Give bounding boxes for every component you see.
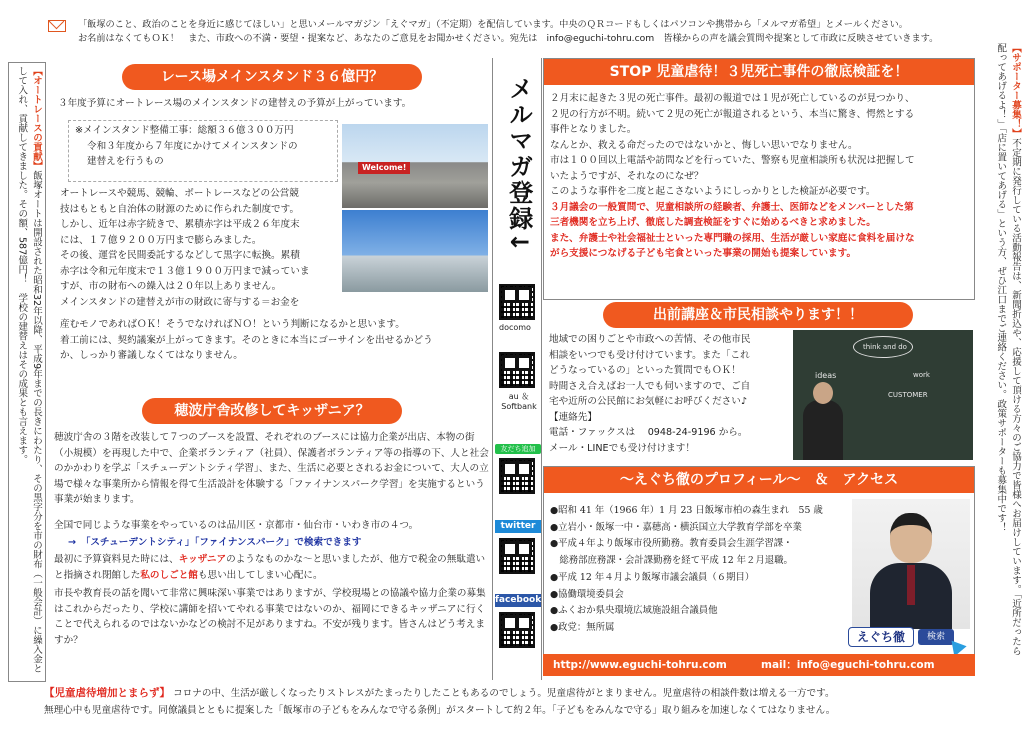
- stand-photo-sign: Welcome!: [358, 162, 410, 174]
- profile-section: [543, 466, 975, 660]
- consult-line: 相談をいつでも受け付けています。また「これ: [549, 349, 750, 361]
- consult-line: 宅や近所の公民館にお気軽にお呼びください♪: [549, 396, 747, 408]
- consult-title: 出前講座＆市民相談やります！！: [603, 302, 913, 328]
- consult-line: メール・LINEでも受け付けます！: [549, 442, 695, 454]
- consult-line: 【連絡先】: [549, 411, 597, 423]
- profile-item: ●平成 12 年４月より飯塚市議会議員（６期目）: [550, 571, 755, 583]
- kidzania-p3-text: も思い出してしまい心配に。: [197, 569, 323, 581]
- stand-note: [68, 120, 338, 182]
- stand-line: 技はもともと自治体の財源のために作られた制度です。: [60, 203, 300, 215]
- abuse-body: [550, 91, 972, 262]
- consult-line: どうなっているの」といった質問でもＯＫ！: [549, 365, 741, 377]
- stand-line: しかし、近年は赤字続きで、累積赤字は平成２６年度末: [60, 219, 300, 231]
- profile-item: ●政党：無所属: [550, 622, 615, 634]
- email-link[interactable]: mail：info@eguchi-tohru.com: [761, 659, 935, 671]
- portrait-head: [890, 513, 932, 563]
- profile-item: ●ふくおか県央環境広域施設組合議員他: [550, 605, 718, 617]
- right-vertical-text: 不定期に発行している活動報告は、新聞折込や、応援して頂ける方々のご協力で皆様へお届けしています。「近所だったら配ってあげるよ！」「店に置いてあげる」という方、ぜひ江口までご連絡ください。政策サポーターも募集中です！: [995, 43, 1021, 656]
- profile-title: 〜えぐち徹のプロフィール〜 ＆ アクセス: [544, 467, 974, 493]
- consult-section: [543, 302, 975, 462]
- left-vertical-column: [8, 62, 46, 682]
- profile-item: 総務部庶務課・会計課勤務を経て平成 12 年２月退職。: [550, 555, 793, 567]
- stand-line: すが、市の財布への繰入は２０年以上ありません。: [60, 281, 282, 293]
- abuse-red-line: がら支援につなげる子ども宅食といった事業の開始も提案しています。: [550, 248, 857, 260]
- stand-line: その後、運営を民間委託するなどして黒字に転換。累積: [60, 250, 300, 262]
- stand-line: 着工前には、契約議案が上がってきます。そのときに本当にゴーサインを出せるかどう: [60, 334, 433, 346]
- right-vertical-heading: 【サポーター募集！】: [1010, 43, 1021, 138]
- abuse-red-line: また、弁護士や社会福祉士といった専門職の採用、生活が厳しい家庭に食料を届けな: [550, 232, 915, 244]
- bottom-strip: [44, 684, 984, 726]
- stand-note-line: ※メインスタンド整備工事：総額３６億３００万円: [75, 125, 294, 136]
- search-button[interactable]: 検索: [918, 629, 954, 645]
- profile-item: ●協働環境委員会: [550, 588, 624, 600]
- profile-item: ●昭和 41 年（1966 年）1 月 23 日飯塚市柏の森生まれ 55 歳: [550, 505, 823, 516]
- abuse-line: 市は１００回以上電話や訪問などを行っていた、警察も児童相談所も状況は把握して: [550, 155, 915, 167]
- au-softbank-label: au ＆ Softbank: [501, 392, 537, 412]
- chalk-circle: [853, 336, 913, 358]
- stand-line: か、しっかり審議しなくてはなりません。: [60, 350, 243, 362]
- portrait-photo: [852, 499, 970, 629]
- stand-line: オートレースや競馬、競輪、ボートレースなどの公営競: [60, 188, 299, 199]
- abuse-line: なんとか、救える命だったのではないかと、悔しい思いでなりません。: [550, 139, 858, 151]
- bottom-text-2: 無理心中も児童虐待です。同僚議員とともに提案した「飯塚市の子どもをみんなで守る条例」がスタートして約２年。「子どもをみんなで守る」取り組みを加速しなくてはなりません。: [44, 704, 836, 716]
- docomo-label: docomo: [499, 323, 531, 332]
- left-vertical-heading: 【オートレースの貢献】: [31, 66, 42, 171]
- kidzania-p1: 穂波庁舎の３階を改装して７つのブースを設置、それぞれのブースには協力企業が出店、本物の街（小規模）を再現した中で、企業ボランティア（社員）、保護者ボランティア等の指導の下、人と社会のかかわりを学ぶ「スチューデントシティ学習」、また、生活に必要とされるお金について、大人の立場で様々な事業所から情報を得て生活設計を体験する「ファイナンスパーク学習」を実施するという事業が始まります。: [54, 432, 489, 506]
- stand-note-line: 建替えを行うもの: [87, 156, 164, 168]
- abuse-line: いたようですが、それなのになぜ？: [550, 170, 704, 182]
- consult-line: 電話・ファックスは 0948-24-9196 から。: [549, 427, 748, 439]
- bottom-text-1: コロナの中、生活が厳しくなったりストレスがたまったりしたこともあるのでしょう。児童虐待がとまりません。児童虐待の相談件数は増える一方です。: [173, 688, 835, 699]
- kidzania-search-hint: → 「スチューデントシティ」「ファイナンスパーク」で検索できます: [68, 537, 362, 548]
- qr-facebook[interactable]: [499, 612, 535, 648]
- banner-line-1: 「飯塚のこと、政治のことを身近に感じてほしい」と思いメールマガジン「えぐマガ」（不定期）を配信しています。中央のＱＲコードもしくはパソコンや携帯から「メルマガ希望」とメールください。: [78, 19, 908, 30]
- bottom-label: 【児童虐待増加とまらず】: [44, 687, 170, 699]
- qr-docomo[interactable]: [499, 284, 535, 320]
- stand-photo-entrance: [342, 124, 488, 208]
- bottom-line-1: [44, 684, 984, 703]
- stand-section: [50, 58, 492, 368]
- qr-line[interactable]: [499, 458, 535, 494]
- twitter-label[interactable]: twitter: [495, 520, 541, 533]
- stand-body: [60, 186, 342, 310]
- chalk-word: ideas: [815, 371, 837, 380]
- kidzania-p3: [54, 552, 490, 583]
- portrait-tie: [907, 565, 915, 605]
- stand-photo-building: [342, 210, 488, 292]
- kidzania-title: 穂波庁舎改修してキッザニア？: [142, 398, 402, 424]
- chalkboard-photo: [793, 330, 973, 460]
- stand-line: 赤字は令和元年度末で１３億１９００万円まで減っていま: [60, 265, 310, 277]
- abuse-section: [543, 58, 975, 300]
- consult-line: 地域での困りごとや市政への苦情、その他市民: [549, 334, 751, 345]
- kidzania-p2: 全国で同じような事業をやっているのは品川区・京都市・仙台市・いわき市の４つ。: [54, 520, 419, 531]
- chalk-word: work: [913, 371, 930, 379]
- stand-intro: ３年度予算にオートレース場のメインスタンドの建替えの予算が上がっています。: [58, 98, 412, 109]
- stand-line: メインスタンドの建替えが市の財政に寄与する＝お金を: [60, 296, 300, 308]
- consult-line: 時間さえ合えばお一人でも伺いますので、ご自: [549, 380, 751, 392]
- abuse-line: ２月末に起きた３児の死亡事件。最初の報道では１児が死亡しているのが見つかり、: [550, 93, 915, 104]
- newsletter-banner: [40, 18, 990, 58]
- footer-links-bar: [543, 654, 975, 676]
- kidzania-p4: 市長や教育長の話を聞いて非常に興味深い事業ではありますが、学校現場との協議や協力企業の募集はこれからだったり、学校に講師を招いてやれる事業ではないのか、福岡にできるキッザニアに行くことで代えられるのではないかなどの検討不足がありますね。不安が残ります。皆さんはどう考えますか？: [54, 588, 486, 646]
- abuse-line: 事件となりました。: [550, 124, 637, 136]
- chalk-word: CUSTOMER: [888, 391, 928, 399]
- qr-twitter[interactable]: [499, 538, 535, 574]
- profile-list: [550, 503, 850, 637]
- line-add-friend-badge[interactable]: 友だち追加: [495, 444, 541, 454]
- kidzania-p3-text: 最初に予算資料見た時には、: [54, 554, 179, 565]
- abuse-red-line: ３月議会の一般質問で、児童相談所の経験者、弁護士、医師などをメンバーとした第: [550, 201, 914, 213]
- kidzania-p3-text: のようなものかな〜と思いましたが、他方で税金の無駄遣いと指摘され閉館した: [54, 554, 486, 581]
- website-link[interactable]: http://www.eguchi-tohru.com: [553, 659, 727, 671]
- stand-note-line: 令和３年度から７年度にかけてメインスタンドの: [87, 140, 298, 152]
- presenter-figure: [803, 400, 843, 460]
- stand-line: 産むモノであればＯＫ！そうでなければＮＯ！という判断になるかと思います。: [60, 319, 405, 330]
- shigotokan-highlight: 私のしごと館: [140, 569, 198, 581]
- name-badge: えぐち徹: [848, 627, 914, 647]
- mailmag-vertical-title: メルマガ登録↓: [504, 76, 533, 255]
- profile-item: ●平成４年より飯塚市役所勤務。教育委員会生涯学習課・: [550, 538, 793, 550]
- abuse-line: このような事件を二度と起こさないようにしっかりとした検証が必要です。: [550, 186, 876, 198]
- facebook-label[interactable]: facebook: [495, 594, 541, 607]
- abuse-red-line: 三者機関を立ち上げ、徹底した調査検証をすぐに始めるべきと求めました。: [550, 217, 876, 229]
- abuse-line: ２児の行方が不明。続いて２児の死亡が報道されるという、本当に驚き、愕然とする: [550, 108, 915, 120]
- left-vertical-text: 飯塚オートは開設された昭和32年以降、平成9年までの長きにわたり、その黒字分を市の財布（一般会計）に繰入金として入れ、貢献してきました。その額、587億円！ 学校の建替えはその成果とも言えます。: [16, 66, 42, 674]
- kidzania-highlight: キッザニア: [178, 554, 227, 565]
- consult-body: [549, 332, 793, 456]
- qr-au-softbank[interactable]: [499, 352, 535, 388]
- stand-line: には、１７億９２００万円まで膨らみました。: [60, 234, 262, 246]
- presenter-head: [813, 382, 833, 404]
- chalk-word: think and do: [863, 343, 907, 351]
- center-column: [492, 58, 542, 680]
- mail-icon: [48, 20, 66, 32]
- profile-item: ●立岩小・飯塚一中・嘉穂高・横浜国立大学教育学部を卒業: [550, 521, 802, 533]
- right-vertical-column: [980, 40, 1024, 660]
- banner-line-2: お名前はなくてもＯＫ！ また、市政への不満・要望・提案など、あなたのご意見をお聞かせください。宛先は info@eguchi-tohru.com 皆様からの声を議会質問や提案として市政に反映させていきます。: [78, 33, 939, 45]
- stand-title: レース場メインスタンド３６億円？: [122, 64, 422, 90]
- kidzania-section: [50, 396, 492, 678]
- stand-body-wide: [60, 317, 490, 364]
- abuse-title: STOP 児童虐待！３児死亡事件の徹底検証を！: [544, 59, 974, 85]
